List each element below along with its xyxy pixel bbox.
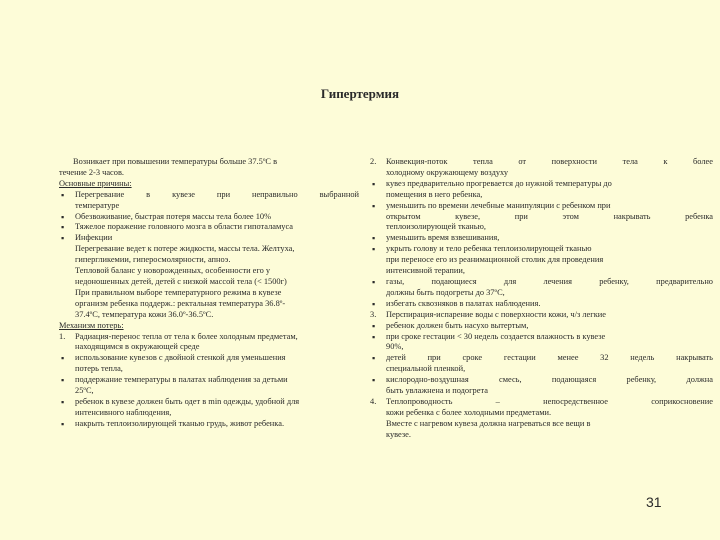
- left-column: [59, 157, 359, 430]
- paragraph-line: 37.4ºC, температура кожи 36.0º-36.5ºC.: [75, 309, 214, 319]
- list-item: ▪ уменьшить по времени лечебные манипуляции с ребенком при: [370, 201, 713, 212]
- causes-heading: Основные причины:: [59, 178, 132, 188]
- paragraph-line: гипергликемии, гиперосмолярности, апноэ.: [75, 255, 231, 265]
- list-item: ▪ поддержание температуры в палатах наблюдения за детьми: [59, 375, 359, 386]
- list-item-continuation: кожи ребенка с более холодными предметами.: [386, 407, 552, 417]
- list-item: ▪ кислородно-воздушная смесь, подающаяся ребенку, должна: [370, 375, 713, 386]
- paragraph-line: Вместе с нагревом кувеза должна нагреваться все вещи в: [386, 418, 591, 428]
- paragraph-line: кувезе.: [386, 429, 411, 439]
- intro-text: течение 2-3 часов.: [59, 167, 125, 177]
- list-item-continuation: при переносе его из реанимационной столик для проведения: [386, 255, 604, 265]
- list-item: ▪ уменьшить время взвешивания,: [370, 233, 713, 244]
- intro-text: Возникает при повышении температуры больше 37.5ºC в: [73, 157, 278, 166]
- list-item: ▪ накрыть теплоизолирующей тканью грудь, живот ребенка.: [59, 419, 359, 430]
- list-item-continuation: 90%,: [386, 342, 404, 352]
- list-item-continuation: потерь тепла,: [75, 364, 123, 374]
- list-item-continuation: помещения в него ребенка,: [386, 189, 483, 199]
- list-item-continuation: специальной пленкой,: [386, 364, 466, 374]
- list-item: ▪ избегать сквозняков в палатах наблюдения.: [370, 299, 713, 310]
- list-item-continuation: температуре: [75, 200, 120, 210]
- item-number: 4.: [370, 396, 377, 406]
- list-item: ▪ детей при сроке гестации менее 32 недель накрывать: [370, 353, 713, 364]
- numbered-item: [370, 157, 713, 168]
- list-item: ▪ при сроке гестации < 30 недель создается влажность в кувезе: [370, 332, 713, 343]
- item-text: Перспирация-испарение воды с поверхности кожи, ч/з легкие: [386, 309, 606, 319]
- list-item-continuation: должны быть подогреты до 37ºC,: [386, 287, 505, 297]
- list-item: ▪ ребенок в кувезе должен быть одет в min одежды, удобной для: [59, 397, 359, 408]
- right-column: [370, 157, 713, 441]
- list-item-continuation: находящимся в окружающей среде: [75, 342, 200, 352]
- item-number: 2.: [370, 157, 377, 166]
- item-text: Радиация-перенос тепла от тела к более холодным предметам,: [75, 331, 298, 341]
- paragraph-line: При правильном выборе температурного режима в кувезе: [75, 287, 282, 297]
- list-item: ▪ газы, подающиеся для лечения ребенку, предварительно: [370, 277, 713, 288]
- paragraph-line: Перегревание ведет к потере жидкости, массы тела. Желтуха,: [75, 244, 295, 254]
- list-item-continuation: 25ºC,: [75, 386, 94, 396]
- item-text: Конвекция-поток тепла от поверхности тела к более: [386, 157, 713, 166]
- paragraph-line: Тепловой баланс у новорожденных, особенности его у: [75, 266, 271, 276]
- list-item: ▪ Перегревание в кувезе при неправильно выбранной: [59, 190, 359, 201]
- list-item-continuation: теплоизолирующей тканью,: [386, 222, 486, 232]
- list-item: ▪ Инфекции: [59, 233, 359, 244]
- numbered-item: [59, 332, 359, 343]
- list-item-continuation: быть увлажнена и подогрета: [386, 386, 488, 396]
- list-item-continuation: интенсивного наблюдения,: [75, 407, 172, 417]
- list-item-continuation: интенсивной терапии,: [386, 266, 465, 276]
- paragraph-line: недоношенных детей, детей с низкой массой тела (< 1500г): [75, 276, 287, 286]
- numbered-item: [370, 397, 713, 408]
- numbered-item: [370, 310, 713, 321]
- item-number: 1.: [59, 331, 66, 341]
- item-text: Теплопроводность – непосредственное соприкосновение: [386, 396, 713, 406]
- paragraph-line: организм ребенка поддерж.: ректальная температура 36.8º-: [75, 298, 286, 308]
- page-number: 31: [646, 494, 662, 510]
- slide-title: Гипертермия: [320, 86, 400, 101]
- list-item-continuation: холодному окружающему воздуху: [386, 167, 509, 177]
- list-item: ▪ ребенок должен быть насухо вытертым,: [370, 321, 713, 332]
- list-item-continuation: открытом кувезе, при этом накрывать ребенка: [386, 211, 713, 221]
- list-item: ▪ укрыть голову и тело ребенка теплоизолирующей тканью: [370, 244, 713, 255]
- list-item: ▪ Обезвоживание, быстрая потеря массы тела более 10%: [59, 212, 359, 223]
- list-item: ▪ кувез предварительно прогревается до нужной температуры до: [370, 179, 713, 190]
- mechanism-heading: Механизм потерь:: [59, 320, 124, 330]
- list-item: ▪ использование кувезов с двойной стенкой для уменьшения: [59, 353, 359, 364]
- list-item: ▪ Тяжелое поражение головного мозга в области гипоталамуса: [59, 222, 359, 233]
- item-number: 3.: [370, 309, 377, 319]
